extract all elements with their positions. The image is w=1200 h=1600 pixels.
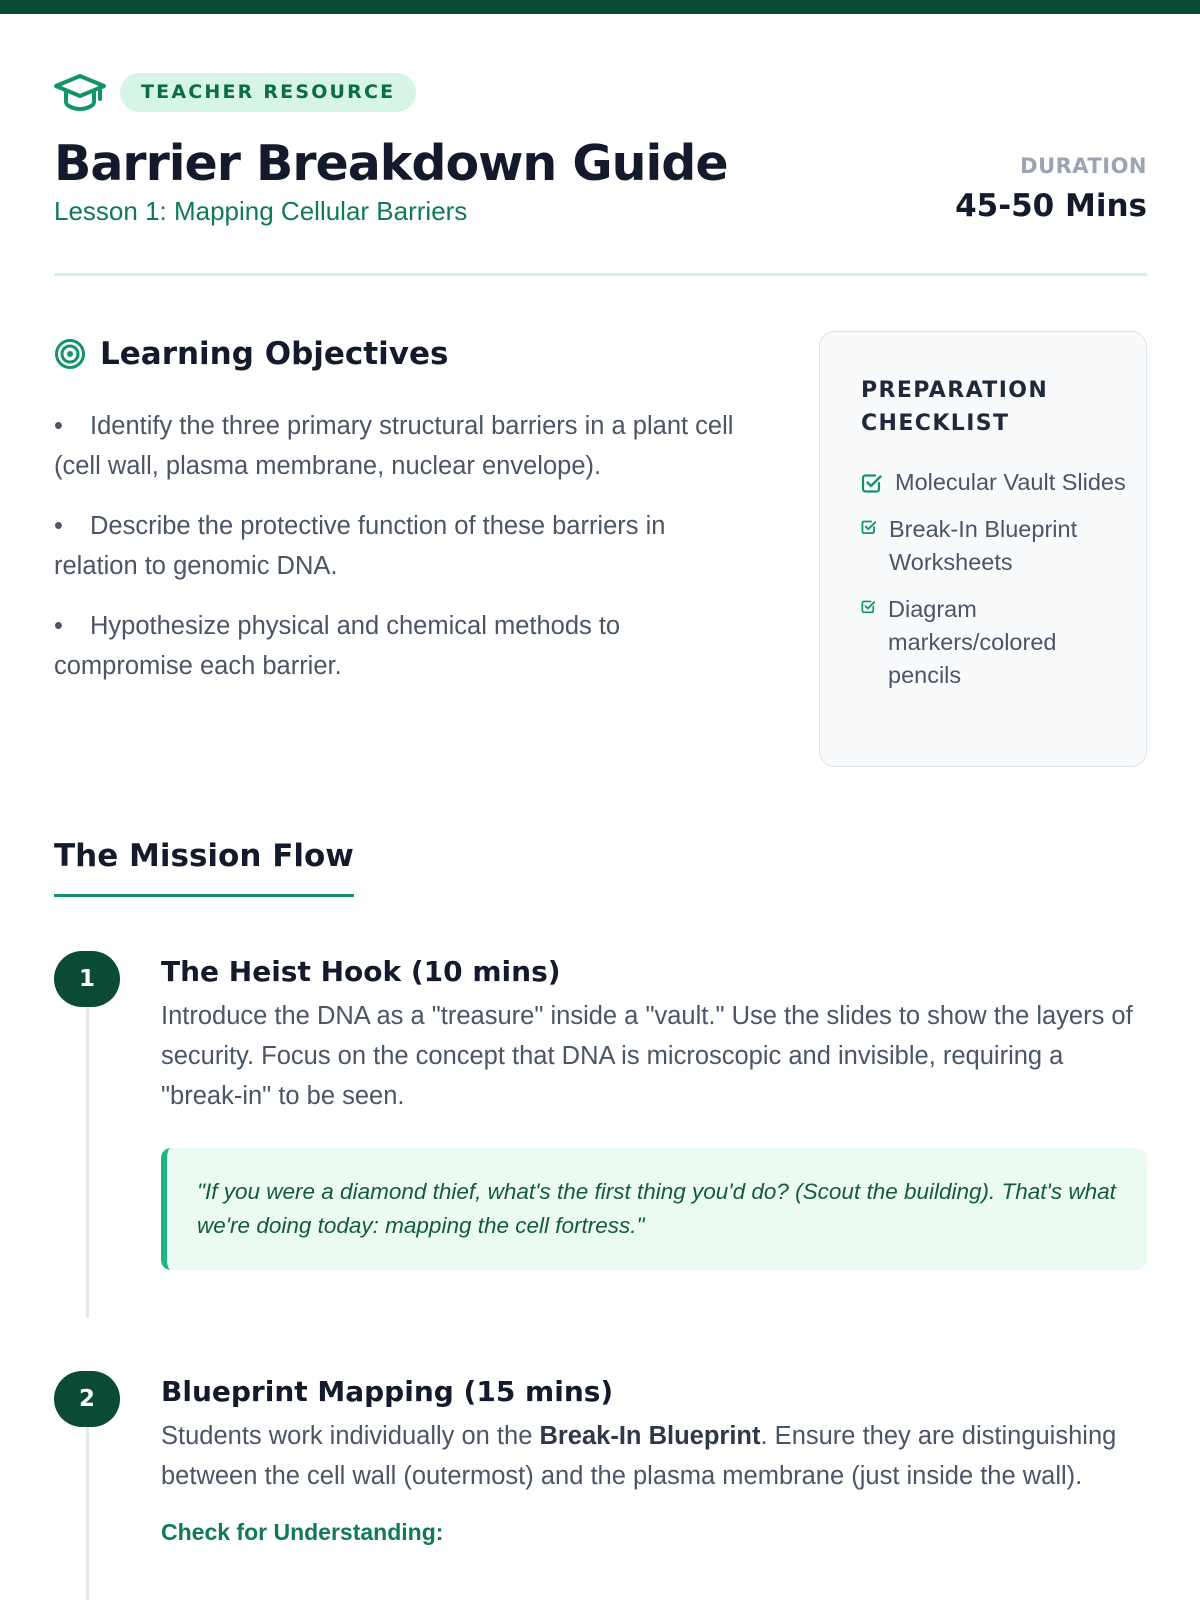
objective-item: • Describe the protective function of these barriers in relation to genomic DNA. — [54, 506, 754, 586]
learning-objectives — [54, 334, 754, 706]
top-accent-bar — [0, 0, 1200, 14]
checklist-item — [861, 593, 1126, 692]
step-description-text: . Ensure they are distinguishing between the cell wall (outermost) and the plasma membrane (just inside the wall). — [161, 1422, 1117, 1490]
mission-step — [161, 952, 1147, 1270]
checklist-items — [861, 466, 1126, 692]
header-divider — [54, 273, 1147, 276]
timeline-line — [86, 1000, 89, 1318]
step-title: Blueprint Mapping (15 mins) — [161, 1375, 614, 1408]
checkbox-icon — [861, 599, 876, 614]
checklist-item — [861, 466, 1126, 499]
objective-item: • Identify the three primary structural barriers in a plant cell (cell wall, plasma membrane, nuclear envelope). — [54, 406, 754, 486]
step-number-badge: 2 — [54, 1371, 120, 1427]
objective-item: • Hypothesize physical and chemical methods to compromise each barrier. — [54, 606, 754, 686]
objectives-heading — [54, 334, 754, 374]
objectives-list — [54, 406, 754, 686]
page-header — [54, 72, 1147, 226]
teacher-script-quote: "If you were a diamond thief, what's the first thing you'd do? (Scout the building). That's what we're doing today: mapping the cell fortress." — [161, 1148, 1147, 1270]
checklist-item-label: Break-In Blueprint Worksheets — [889, 516, 1078, 575]
worksheet-name: Break-In Blueprint — [539, 1422, 761, 1450]
preparation-checklist — [819, 331, 1147, 767]
check-for-understanding-label: Check for Understanding: — [161, 1519, 444, 1545]
checklist-item — [861, 513, 1126, 579]
target-icon — [54, 338, 86, 370]
badge-row — [54, 72, 1147, 112]
step-description: Introduce the DNA as a "treasure" inside a "vault." Use the slides to show the layers of security. Focus on the concept that DNA is microscopic and invisible, requiring a "break-in" to be seen. — [161, 1002, 1133, 1110]
lesson-subtitle: Lesson 1: Mapping Cellular Barriers — [54, 196, 468, 226]
step-description-text: Students work individually on the — [161, 1422, 540, 1450]
duration-label: DURATION — [1020, 154, 1147, 178]
timeline-line — [86, 1425, 89, 1600]
duration-value: 45-50 Mins — [955, 188, 1147, 224]
graduation-cap-icon — [54, 72, 106, 112]
duration-block — [955, 152, 1147, 226]
step-number-badge: 1 — [54, 951, 120, 1007]
page-title: Barrier Breakdown Guide — [54, 135, 728, 192]
teacher-resource-badge: TEACHER RESOURCE — [120, 73, 416, 112]
step-title: The Heist Hook (10 mins) — [161, 955, 561, 988]
checklist-item-label: Diagram markers/colored pencils — [888, 596, 1057, 688]
checkbox-icon — [861, 519, 877, 535]
checkbox-icon — [861, 472, 883, 494]
step-description — [161, 1416, 1147, 1496]
checklist-item-label: Molecular Vault Slides — [895, 469, 1126, 495]
checklist-title: PREPARATION CHECKLIST — [861, 378, 1049, 436]
mission-step — [161, 1372, 1147, 1548]
objectives-title: Learning Objectives — [100, 336, 449, 372]
mission-flow-title: The Mission Flow — [54, 834, 354, 897]
